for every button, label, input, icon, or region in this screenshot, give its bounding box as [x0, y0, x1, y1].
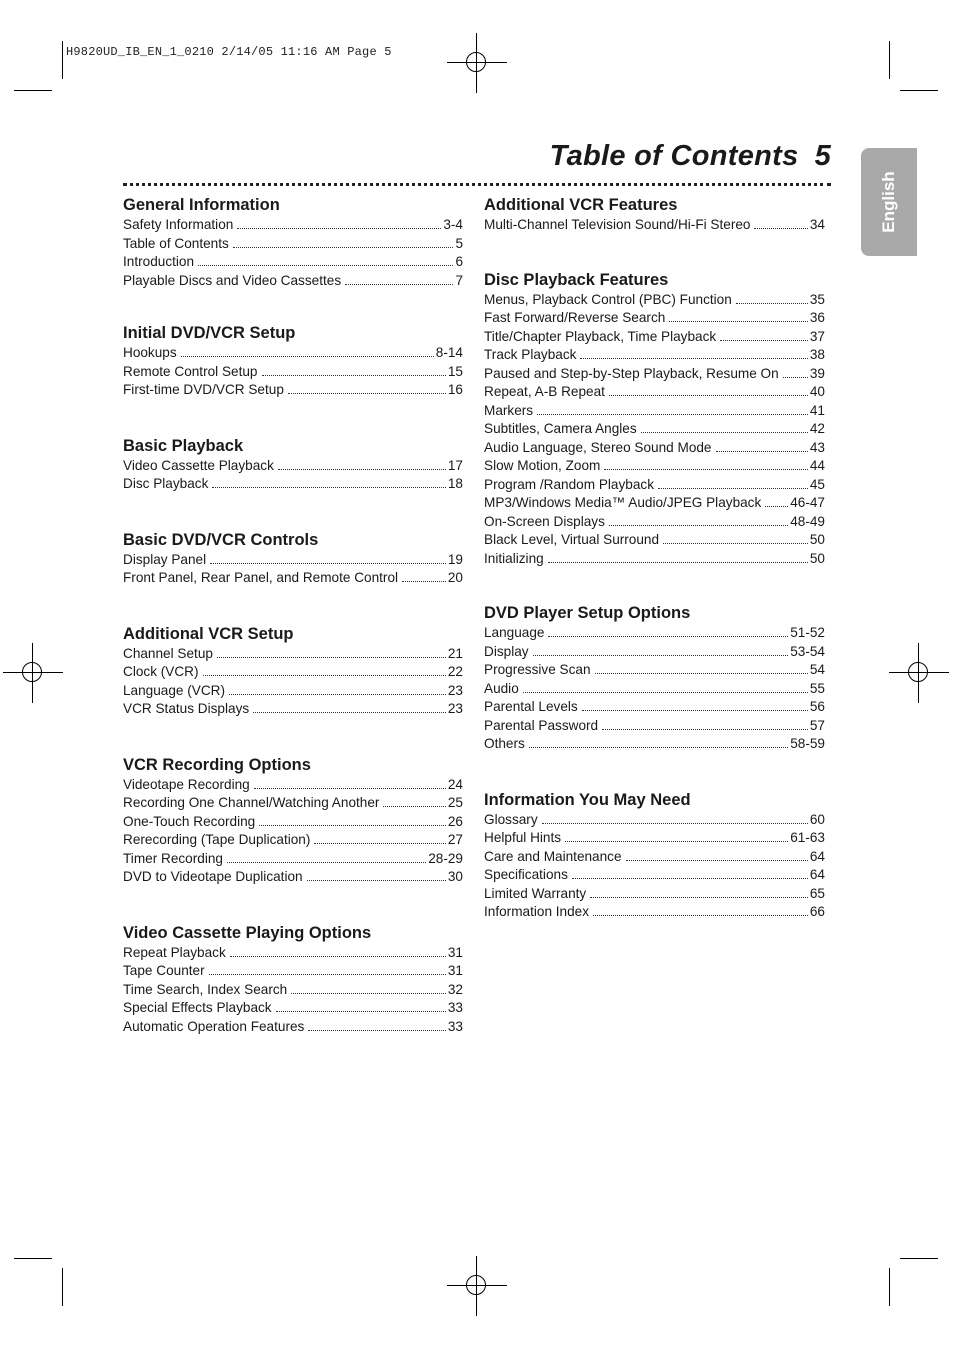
dot-leader	[669, 320, 808, 322]
dot-leader	[383, 805, 445, 807]
dot-leader	[736, 302, 808, 304]
dot-leader	[542, 822, 808, 824]
toc-entry	[123, 776, 463, 795]
dot-leader	[233, 246, 454, 248]
entry-label: Title/Chapter Playback, Time Playback	[484, 328, 717, 344]
toc-section	[123, 195, 463, 290]
toc-entry	[123, 831, 463, 850]
toc-entry	[484, 717, 825, 736]
dot-leader	[565, 840, 788, 842]
entry-label: Slow Motion, Zoom	[484, 458, 601, 473]
entry-page-number: 48-49	[790, 513, 825, 529]
language-tab	[861, 148, 917, 256]
toc-entry	[123, 216, 463, 235]
entry-page-number: 16	[447, 382, 463, 397]
dot-leader	[609, 394, 808, 396]
section-title: Video Cassette Playing Options	[123, 923, 372, 942]
toc-entry	[484, 903, 825, 922]
dot-leader	[609, 524, 788, 526]
entry-page-number: 33	[447, 1000, 463, 1015]
dot-leader	[716, 450, 808, 452]
crop-mark	[889, 41, 890, 79]
entry-page-number: 55	[809, 680, 825, 696]
toc-entry	[123, 999, 463, 1018]
toc-entry	[484, 309, 825, 328]
dot-leader	[291, 992, 446, 994]
entry-label: Repeat Playback	[123, 944, 226, 960]
entry-page-number: 31	[447, 963, 463, 978]
dot-leader	[181, 355, 434, 357]
entry-page-number: 57	[809, 717, 825, 733]
entry-label: Markers	[484, 402, 534, 418]
entry-page-number: 46-47	[790, 495, 825, 510]
toc-entry	[484, 848, 825, 867]
toc-entry	[123, 475, 463, 494]
toc-entry	[484, 735, 825, 754]
toc-section	[123, 323, 463, 400]
entry-list	[123, 216, 463, 290]
entry-list	[484, 811, 825, 922]
registration-mark-icon	[899, 653, 939, 693]
entry-page-number: 66	[809, 904, 825, 919]
dot-leader	[754, 227, 807, 229]
entry-label: Clock (VCR)	[123, 664, 199, 679]
entry-label: Tape Counter	[123, 963, 205, 978]
entry-label: Language	[484, 625, 545, 640]
toc-section	[123, 530, 463, 588]
entry-page-number: 54	[809, 662, 825, 677]
entry-label: Introduction	[123, 254, 195, 269]
dot-leader	[230, 955, 446, 957]
toc-entry	[484, 346, 825, 365]
entry-list	[123, 344, 463, 400]
entry-label: Rerecording (Tape Duplication)	[123, 832, 311, 847]
entry-page-number: 25	[447, 795, 463, 810]
entry-label: First-time DVD/VCR Setup	[123, 382, 284, 397]
entry-page-number: 24	[447, 776, 463, 792]
toc-entry	[484, 365, 825, 384]
entry-page-number: 5	[455, 235, 463, 251]
entry-page-number: 45	[809, 476, 825, 492]
entry-label: Timer Recording	[123, 850, 223, 866]
entry-label: Subtitles, Camera Angles	[484, 421, 637, 436]
dot-leader	[765, 505, 788, 507]
entry-page-number: 64	[809, 848, 825, 864]
dot-leader	[548, 635, 788, 637]
toc-section	[484, 195, 825, 235]
dot-leader	[658, 487, 808, 489]
toc-entry	[484, 383, 825, 402]
entry-page-number: 3-4	[443, 217, 463, 232]
dot-leader	[593, 914, 808, 916]
entry-label: One-Touch Recording	[123, 813, 256, 829]
entry-label: Black Level, Virtual Surround	[484, 532, 660, 547]
entry-page-number: 58-59	[790, 736, 825, 751]
toc-section	[123, 755, 463, 887]
section-title: VCR Recording Options	[123, 755, 311, 774]
entry-label: Safety Information	[123, 217, 234, 232]
entry-label: Audio	[484, 680, 519, 696]
entry-label: DVD to Videotape Duplication	[123, 869, 303, 884]
toc-entry	[123, 944, 463, 963]
toc-entry	[484, 457, 825, 476]
entry-label: Specifications	[484, 867, 568, 882]
toc-entry	[484, 291, 825, 310]
entry-label: Parental Password	[484, 717, 599, 733]
entry-label: Others	[484, 736, 525, 751]
toc-entry	[123, 682, 463, 701]
toc-section	[484, 603, 825, 754]
dot-leader	[402, 580, 446, 582]
toc-entry	[123, 850, 463, 869]
toc-entry	[123, 381, 463, 400]
entry-label: Information Index	[484, 904, 590, 919]
toc-left-column	[123, 195, 463, 1036]
crop-mark	[889, 1268, 890, 1306]
toc-entry	[123, 700, 463, 719]
entry-page-number: 27	[447, 832, 463, 847]
toc-entry	[484, 885, 825, 904]
toc-right-column	[484, 195, 825, 922]
print-slug: H9820UD_IB_EN_1_0210 2/14/05 11:16 AM Page 5	[66, 45, 392, 59]
entry-label: Multi-Channel Television Sound/Hi-Fi Stereo	[484, 217, 751, 232]
toc-entry	[484, 829, 825, 848]
entry-label: Display Panel	[123, 551, 207, 567]
entry-page-number: 56	[809, 699, 825, 714]
entry-label: Helpful Hints	[484, 830, 562, 845]
toc-section	[123, 436, 463, 494]
crop-mark	[14, 90, 52, 91]
entry-page-number: 28-29	[428, 850, 463, 866]
entry-page-number: 38	[809, 347, 825, 362]
entry-page-number: 61-63	[790, 830, 825, 845]
dot-leader	[259, 824, 446, 826]
entry-label: Care and Maintenance	[484, 848, 622, 864]
dot-leader	[307, 879, 446, 881]
dot-leader	[604, 468, 808, 470]
entry-list	[123, 551, 463, 588]
entry-page-number: 17	[447, 457, 463, 473]
page-number: 5	[814, 140, 831, 172]
entry-page-number: 44	[809, 458, 825, 473]
dot-leader	[523, 691, 808, 693]
toc-entry	[484, 494, 825, 513]
dotted-divider	[123, 183, 831, 186]
entry-label: Recording One Channel/Watching Another	[123, 795, 380, 810]
entry-page-number: 65	[809, 885, 825, 901]
toc-entry	[123, 813, 463, 832]
entry-page-number: 23	[447, 701, 463, 716]
toc-section	[123, 624, 463, 719]
toc-entry	[123, 868, 463, 887]
page-title	[550, 140, 831, 173]
entry-label: On-Screen Displays	[484, 513, 605, 529]
crop-mark	[62, 1268, 63, 1306]
entry-label: Paused and Step-by-Step Playback, Resume On	[484, 365, 779, 381]
entry-label: Automatic Operation Features	[123, 1018, 305, 1034]
section-title: Additional VCR Features	[484, 196, 678, 214]
dot-leader	[237, 227, 441, 229]
entry-label: Parental Levels	[484, 699, 578, 714]
dot-leader	[278, 468, 446, 470]
dot-leader	[529, 746, 788, 748]
entry-list	[123, 457, 463, 494]
dot-leader	[217, 656, 446, 658]
entry-page-number: 34	[809, 217, 825, 232]
entry-label: Special Effects Playback	[123, 1000, 272, 1015]
toc-entry	[484, 550, 825, 569]
entry-label: Disc Playback	[123, 476, 209, 491]
toc-entry	[484, 513, 825, 532]
section-title: DVD Player Setup Options	[484, 604, 691, 622]
entry-page-number: 15	[447, 363, 463, 379]
registration-mark-icon	[457, 43, 497, 83]
entry-page-number: 36	[809, 310, 825, 325]
dot-leader	[229, 693, 446, 695]
entry-label: Limited Warranty	[484, 885, 587, 901]
entry-page-number: 35	[809, 291, 825, 307]
entry-label: Repeat, A-B Repeat	[484, 384, 605, 399]
crop-mark	[14, 1258, 52, 1259]
section-title: Basic Playback	[123, 436, 244, 455]
entry-label: Playable Discs and Video Cassettes	[123, 272, 342, 288]
entry-page-number: 32	[447, 981, 463, 997]
toc-entry	[123, 344, 463, 363]
section-title: General Information	[123, 196, 280, 214]
toc-section	[484, 270, 825, 569]
entry-label: Front Panel, Rear Panel, and Remote Control	[123, 570, 399, 585]
entry-page-number: 8-14	[435, 345, 463, 360]
entry-page-number: 53-54	[790, 643, 825, 659]
entry-label: Video Cassette Playback	[123, 457, 274, 473]
entry-label: VCR Status Displays	[123, 701, 250, 716]
toc-entry	[123, 794, 463, 813]
dot-leader	[203, 674, 446, 676]
dot-leader	[783, 376, 808, 378]
toc-entry	[484, 811, 825, 830]
entry-label: Audio Language, Stereo Sound Mode	[484, 439, 712, 455]
dot-leader	[720, 339, 808, 341]
page-title-text: Table of Contents	[549, 140, 799, 172]
toc-entry	[484, 402, 825, 421]
toc-entry	[123, 981, 463, 1000]
entry-list	[123, 776, 463, 887]
toc-entry	[123, 363, 463, 382]
entry-label: Fast Forward/Reverse Search	[484, 310, 666, 325]
entry-list	[123, 645, 463, 719]
dot-leader	[253, 711, 446, 713]
toc-entry	[123, 457, 463, 476]
registration-mark-icon	[13, 653, 53, 693]
dot-leader	[314, 842, 445, 844]
toc-entry	[123, 962, 463, 981]
toc-entry	[484, 698, 825, 717]
toc-entry	[484, 420, 825, 439]
dot-leader	[308, 1029, 446, 1031]
entry-label: Channel Setup	[123, 645, 213, 661]
dot-leader	[582, 709, 808, 711]
toc-entry	[484, 680, 825, 699]
entry-page-number: 23	[447, 682, 463, 698]
dot-leader	[209, 973, 446, 975]
entry-page-number: 31	[447, 944, 463, 960]
dot-leader	[590, 896, 808, 898]
dot-leader	[580, 357, 807, 359]
toc-entry	[484, 328, 825, 347]
entry-label: Progressive Scan	[484, 662, 591, 677]
entry-page-number: 22	[447, 664, 463, 679]
entry-page-number: 7	[455, 272, 463, 288]
toc-section	[484, 790, 825, 922]
dot-leader	[254, 787, 446, 789]
toc-entry	[484, 661, 825, 680]
dot-leader	[548, 561, 808, 563]
crop-mark	[62, 41, 63, 79]
dot-leader	[276, 1010, 446, 1012]
toc-entry	[123, 569, 463, 588]
dot-leader	[602, 728, 808, 730]
dot-leader	[210, 562, 446, 564]
entry-label: Glossary	[484, 811, 538, 827]
entry-page-number: 50	[809, 550, 825, 566]
dot-leader	[572, 877, 808, 879]
toc-entry	[484, 439, 825, 458]
entry-label: Videotape Recording	[123, 776, 250, 792]
dot-leader	[626, 859, 808, 861]
dot-leader	[641, 431, 808, 433]
dot-leader	[595, 672, 808, 674]
dot-leader	[288, 392, 446, 394]
entry-list	[484, 216, 825, 235]
entry-label: Hookups	[123, 345, 177, 360]
entry-label: Language (VCR)	[123, 682, 226, 698]
entry-page-number: 18	[447, 476, 463, 491]
dot-leader	[262, 374, 446, 376]
entry-page-number: 19	[447, 551, 463, 567]
toc-entry	[484, 866, 825, 885]
entry-page-number: 51-52	[790, 625, 825, 640]
entry-label: Menus, Playback Control (PBC) Function	[484, 291, 732, 307]
entry-page-number: 40	[809, 384, 825, 399]
toc-entry	[484, 531, 825, 550]
section-title: Disc Playback Features	[484, 270, 669, 289]
toc-entry	[123, 645, 463, 664]
entry-page-number: 26	[447, 813, 463, 829]
entry-page-number: 6	[455, 254, 463, 269]
entry-page-number: 60	[809, 811, 825, 827]
dot-leader	[227, 861, 426, 863]
entry-label: Time Search, Index Search	[123, 981, 288, 997]
toc-entry	[484, 476, 825, 495]
entry-label: MP3/Windows Media™ Audio/JPEG Playback	[484, 495, 762, 510]
entry-page-number: 21	[447, 645, 463, 661]
entry-label: Program /Random Playback	[484, 476, 654, 492]
toc-entry	[123, 1018, 463, 1037]
toc-entry	[123, 253, 463, 272]
dot-leader	[198, 264, 453, 266]
entry-page-number: 50	[809, 532, 825, 547]
crop-mark	[900, 90, 938, 91]
dot-leader	[212, 486, 446, 488]
entry-page-number: 33	[447, 1018, 463, 1034]
entry-page-number: 42	[809, 421, 825, 436]
section-title: Additional VCR Setup	[123, 624, 294, 643]
toc-entry	[484, 643, 825, 662]
toc-entry	[123, 551, 463, 570]
entry-list	[484, 624, 825, 754]
entry-page-number: 37	[809, 328, 825, 344]
toc-entry	[484, 216, 825, 235]
entry-list	[123, 944, 463, 1037]
entry-page-number: 43	[809, 439, 825, 455]
toc-entry	[123, 272, 463, 291]
toc-entry	[123, 235, 463, 254]
entry-label: Display	[484, 643, 529, 659]
entry-label: Track Playback	[484, 347, 577, 362]
entry-label: Remote Control Setup	[123, 363, 258, 379]
section-title: Information You May Need	[484, 790, 691, 809]
registration-mark-icon	[457, 1266, 497, 1306]
toc-entry	[484, 624, 825, 643]
dot-leader	[537, 413, 808, 415]
toc-entry	[123, 663, 463, 682]
entry-page-number: 64	[809, 867, 825, 882]
section-title: Basic DVD/VCR Controls	[123, 530, 319, 549]
entry-list	[484, 291, 825, 569]
entry-page-number: 20	[447, 570, 463, 585]
entry-label: Table of Contents	[123, 235, 229, 251]
crop-mark	[900, 1258, 938, 1259]
entry-label: Initializing	[484, 550, 544, 566]
entry-page-number: 39	[809, 365, 825, 381]
dot-leader	[663, 542, 808, 544]
entry-page-number: 41	[809, 402, 825, 418]
section-title: Initial DVD/VCR Setup	[123, 324, 296, 342]
dot-leader	[345, 283, 453, 285]
language-tab-label: English	[879, 171, 898, 233]
entry-page-number: 30	[447, 869, 463, 884]
dot-leader	[533, 654, 789, 656]
toc-section	[123, 923, 463, 1037]
